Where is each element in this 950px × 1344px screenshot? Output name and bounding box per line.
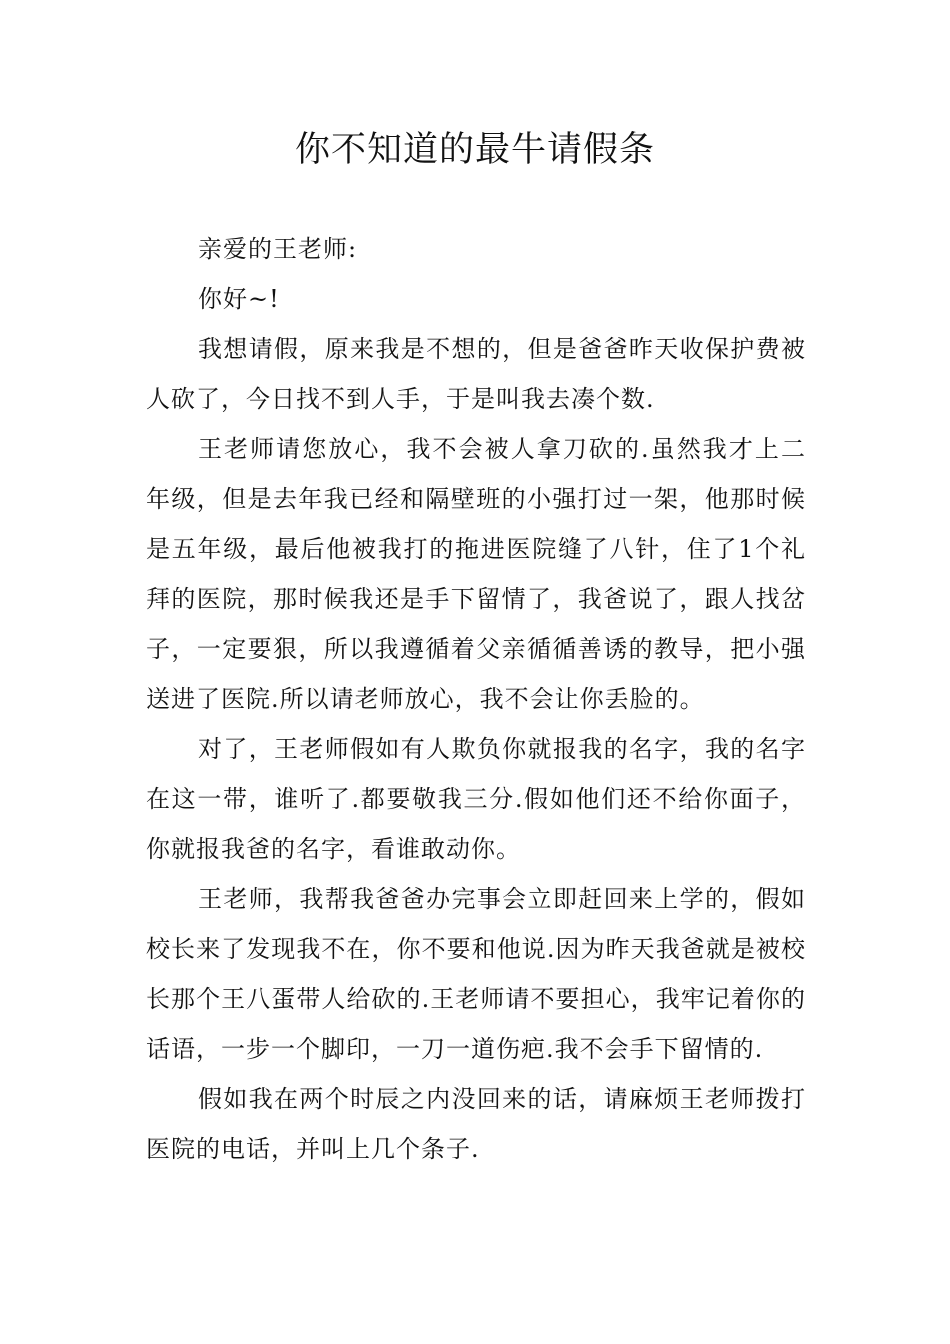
document-body [146, 224, 806, 1174]
body-paragraph: 王老师请您放心，我不会被人拿刀砍的.虽然我才上二年级，但是去年我已经和隔壁班的小强打过一架，他那时候是五年级，最后他被我打的拖进医院缝了八针，住了1个礼拜的医院，那时候我还是手下留情了，我爸说了，跟人找岔子，一定要狠，所以我遵循着父亲循循善诱的教导，把小强送进了医院.所以请老师放心，我不会让你丢脸的。 [146, 435, 806, 713]
body-paragraph: 我想请假，原来我是不想的，但是爸爸昨天收保护费被人砍了，今日找不到人手，于是叫我去凑个数. [146, 335, 806, 413]
document-title: 你不知道的最牛请假条 [294, 130, 655, 170]
greeting: 你好~! [198, 285, 280, 313]
salutation: 亲爱的王老师: [198, 235, 358, 263]
body-paragraph: 对了，王老师假如有人欺负你就报我的名字，我的名字在这一带，谁听了.都要敬我三分.假如他们还不给你面子，你就报我爸的名字，看谁敢动你。 [146, 735, 806, 863]
body-paragraph: 王老师，我帮我爸爸办完事会立即赶回来上学的，假如校长来了发现我不在，你不要和他说.因为昨天我爸就是被校长那个王八蛋带人给砍的.王老师请不要担心，我牢记着你的话语，一步一个脚印，一刀一道伤疤.我不会手下留情的. [146, 885, 806, 1063]
body-paragraph: 假如我在两个时辰之内没回来的话，请麻烦王老师拨打医院的电话，并叫上几个条子. [146, 1085, 806, 1163]
